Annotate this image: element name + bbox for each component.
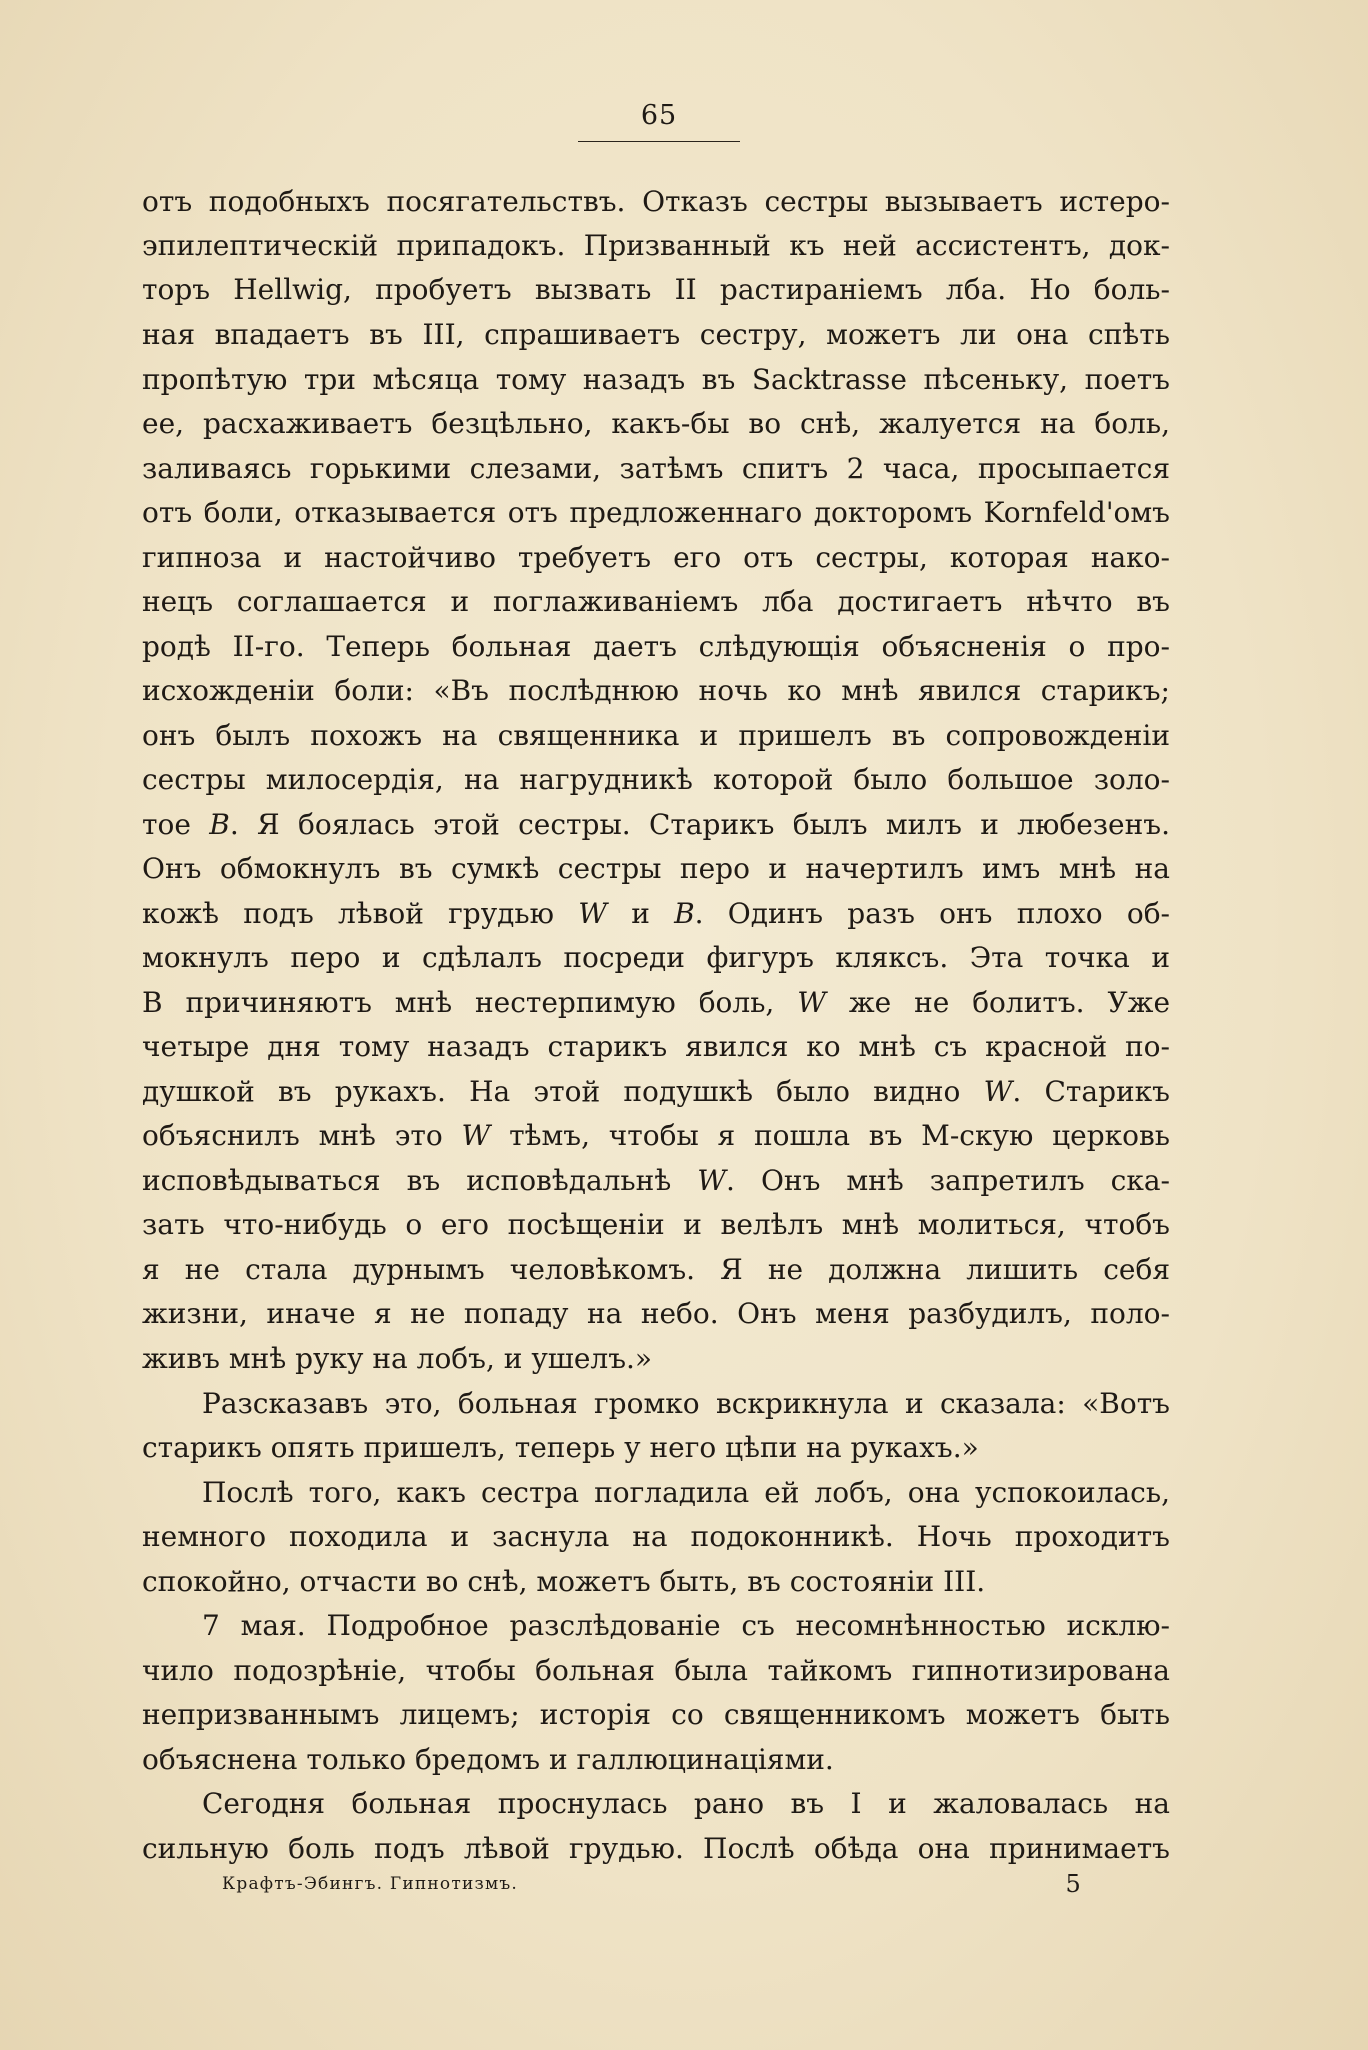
header-rule [578, 141, 740, 142]
page-footer [222, 1870, 1082, 1904]
text-line: чило подозрѣніе, чтобы больная была тайкомъ гипнотизирована [142, 1654, 1170, 1687]
running-footer-title: Крафтъ-Эбингъ. Гипнотизмъ. [222, 1874, 519, 1894]
text-line: кожѣ подъ лѣвой грудью W и B. Одинъ разъ онъ плохо об- [142, 897, 1171, 930]
text-line: старикъ опять пришелъ, теперь у него цѣпи на рукахъ.» [142, 1431, 979, 1464]
italic-letter: B [674, 897, 695, 930]
text-line: исповѣдываться въ исповѣдальнѣ W. Онъ мнѣ запретилъ ска- [142, 1164, 1170, 1197]
text-line: нецъ соглашается и поглаживаніемъ лба достигаетъ нѣчто въ [142, 585, 1170, 618]
text-line: мокнулъ перо и сдѣлалъ посреди фигуръ кляксъ. Эта точка и [142, 941, 1170, 974]
text-line: непризваннымъ лицемъ; исторія со священникомъ можетъ быть [142, 1698, 1170, 1731]
text-line: отъ боли, отказывается отъ предложеннаго докторомъ Kornfeld'омъ [142, 496, 1170, 529]
text-line: эпилептическій припадокъ. Призванный къ ней ассистентъ, док- [142, 229, 1170, 262]
italic-letter: B [209, 808, 230, 841]
text-line: живъ мнѣ руку на лобъ, и ушелъ.» [142, 1342, 653, 1375]
page-number: 65 [640, 100, 678, 131]
italic-letter: W [697, 1164, 727, 1197]
text-line: объяснена только бредомъ и галлюцинаціями. [142, 1743, 834, 1776]
italic-letter: W [461, 1119, 491, 1152]
text-line: Онъ обмокнулъ въ сумкѣ сестры перо и начертилъ имъ мнѣ на [142, 852, 1170, 885]
text-line: ная впадаетъ въ III, спрашиваетъ сестру, можетъ ли она спѣть [142, 318, 1170, 351]
text-line: Сегодня больная проснулась рано въ I и жаловалась на [202, 1787, 1170, 1820]
text-line: родѣ II-го. Теперь больная даетъ слѣдующія объясненія о про- [142, 630, 1170, 663]
text-line: четыре дня тому назадъ старикъ явился ко мнѣ съ красной по- [142, 1030, 1170, 1063]
text-line: гипноза и настойчиво требуетъ его отъ сестры, которая нако- [142, 541, 1170, 574]
text-line: онъ былъ похожъ на священника и пришелъ въ сопровожденіи [142, 719, 1170, 752]
text-line: ее, расхаживаетъ безцѣльно, какъ-бы во снѣ, жалуется на боль, [142, 407, 1170, 440]
text-line: отъ подобныхъ посягательствъ. Отказъ сестры вызываетъ истеро- [142, 185, 1170, 218]
text-line: Разсказавъ это, больная громко вскрикнула и сказала: «Вотъ [202, 1387, 1170, 1420]
signature-mark: 5 [1065, 1870, 1082, 1898]
text-line: исхожденіи боли: «Въ послѣднюю ночь ко мнѣ явился старикъ; [142, 674, 1170, 707]
text-line: Послѣ того, какъ сестра погладила ей лобъ, она успокоилась, [202, 1476, 1170, 1509]
text-line: душкой въ рукахъ. На этой подушкѣ было видно W. Старикъ [142, 1075, 1170, 1108]
text-line: торъ Hellwig, пробуетъ вызвать II растираніемъ лба. Но боль- [142, 273, 1170, 306]
italic-letter: W [797, 986, 827, 1019]
text-line: объяснилъ мнѣ это W тѣмъ, чтобы я пошла въ М-скую церковь [142, 1119, 1170, 1152]
italic-letter: W [983, 1075, 1013, 1108]
text-line: зать что-нибудь о его посѣщеніи и велѣлъ мнѣ молиться, чтобъ [142, 1208, 1170, 1241]
italic-letter: W [578, 897, 608, 930]
text-line: я не стала дурнымъ человѣкомъ. Я не должна лишить себя [142, 1253, 1170, 1286]
text-line: 7 мая. Подробное разслѣдованіе съ несомнѣнностью исклю- [202, 1609, 1170, 1642]
text-line: спокойно, отчасти во снѣ, можетъ быть, въ состояніи III. [142, 1565, 986, 1598]
text-line: тое B. Я боялась этой сестры. Старикъ былъ милъ и любезенъ. [142, 808, 1170, 841]
text-line: сильную боль подъ лѣвой грудью. Послѣ обѣда она принимаетъ [142, 1832, 1170, 1865]
text-line: немного походила и заснула на подоконникѣ. Ночь проходитъ [142, 1520, 1170, 1553]
text-line: сестры милосердія, на нагрудникѣ которой было большое золо- [142, 763, 1170, 796]
text-line: заливаясь горькими слезами, затѣмъ спитъ 2 часа, просыпается [142, 452, 1170, 485]
text-line: B причиняютъ мнѣ нестерпимую боль, W же не болитъ. Уже [142, 986, 1171, 1019]
text-line: жизни, иначе я не попаду на небо. Онъ меня разбудилъ, поло- [142, 1297, 1170, 1330]
text-line: пропѣтую три мѣсяца тому назадъ въ Sacktrasse пѣсеньку, поетъ [142, 363, 1170, 396]
